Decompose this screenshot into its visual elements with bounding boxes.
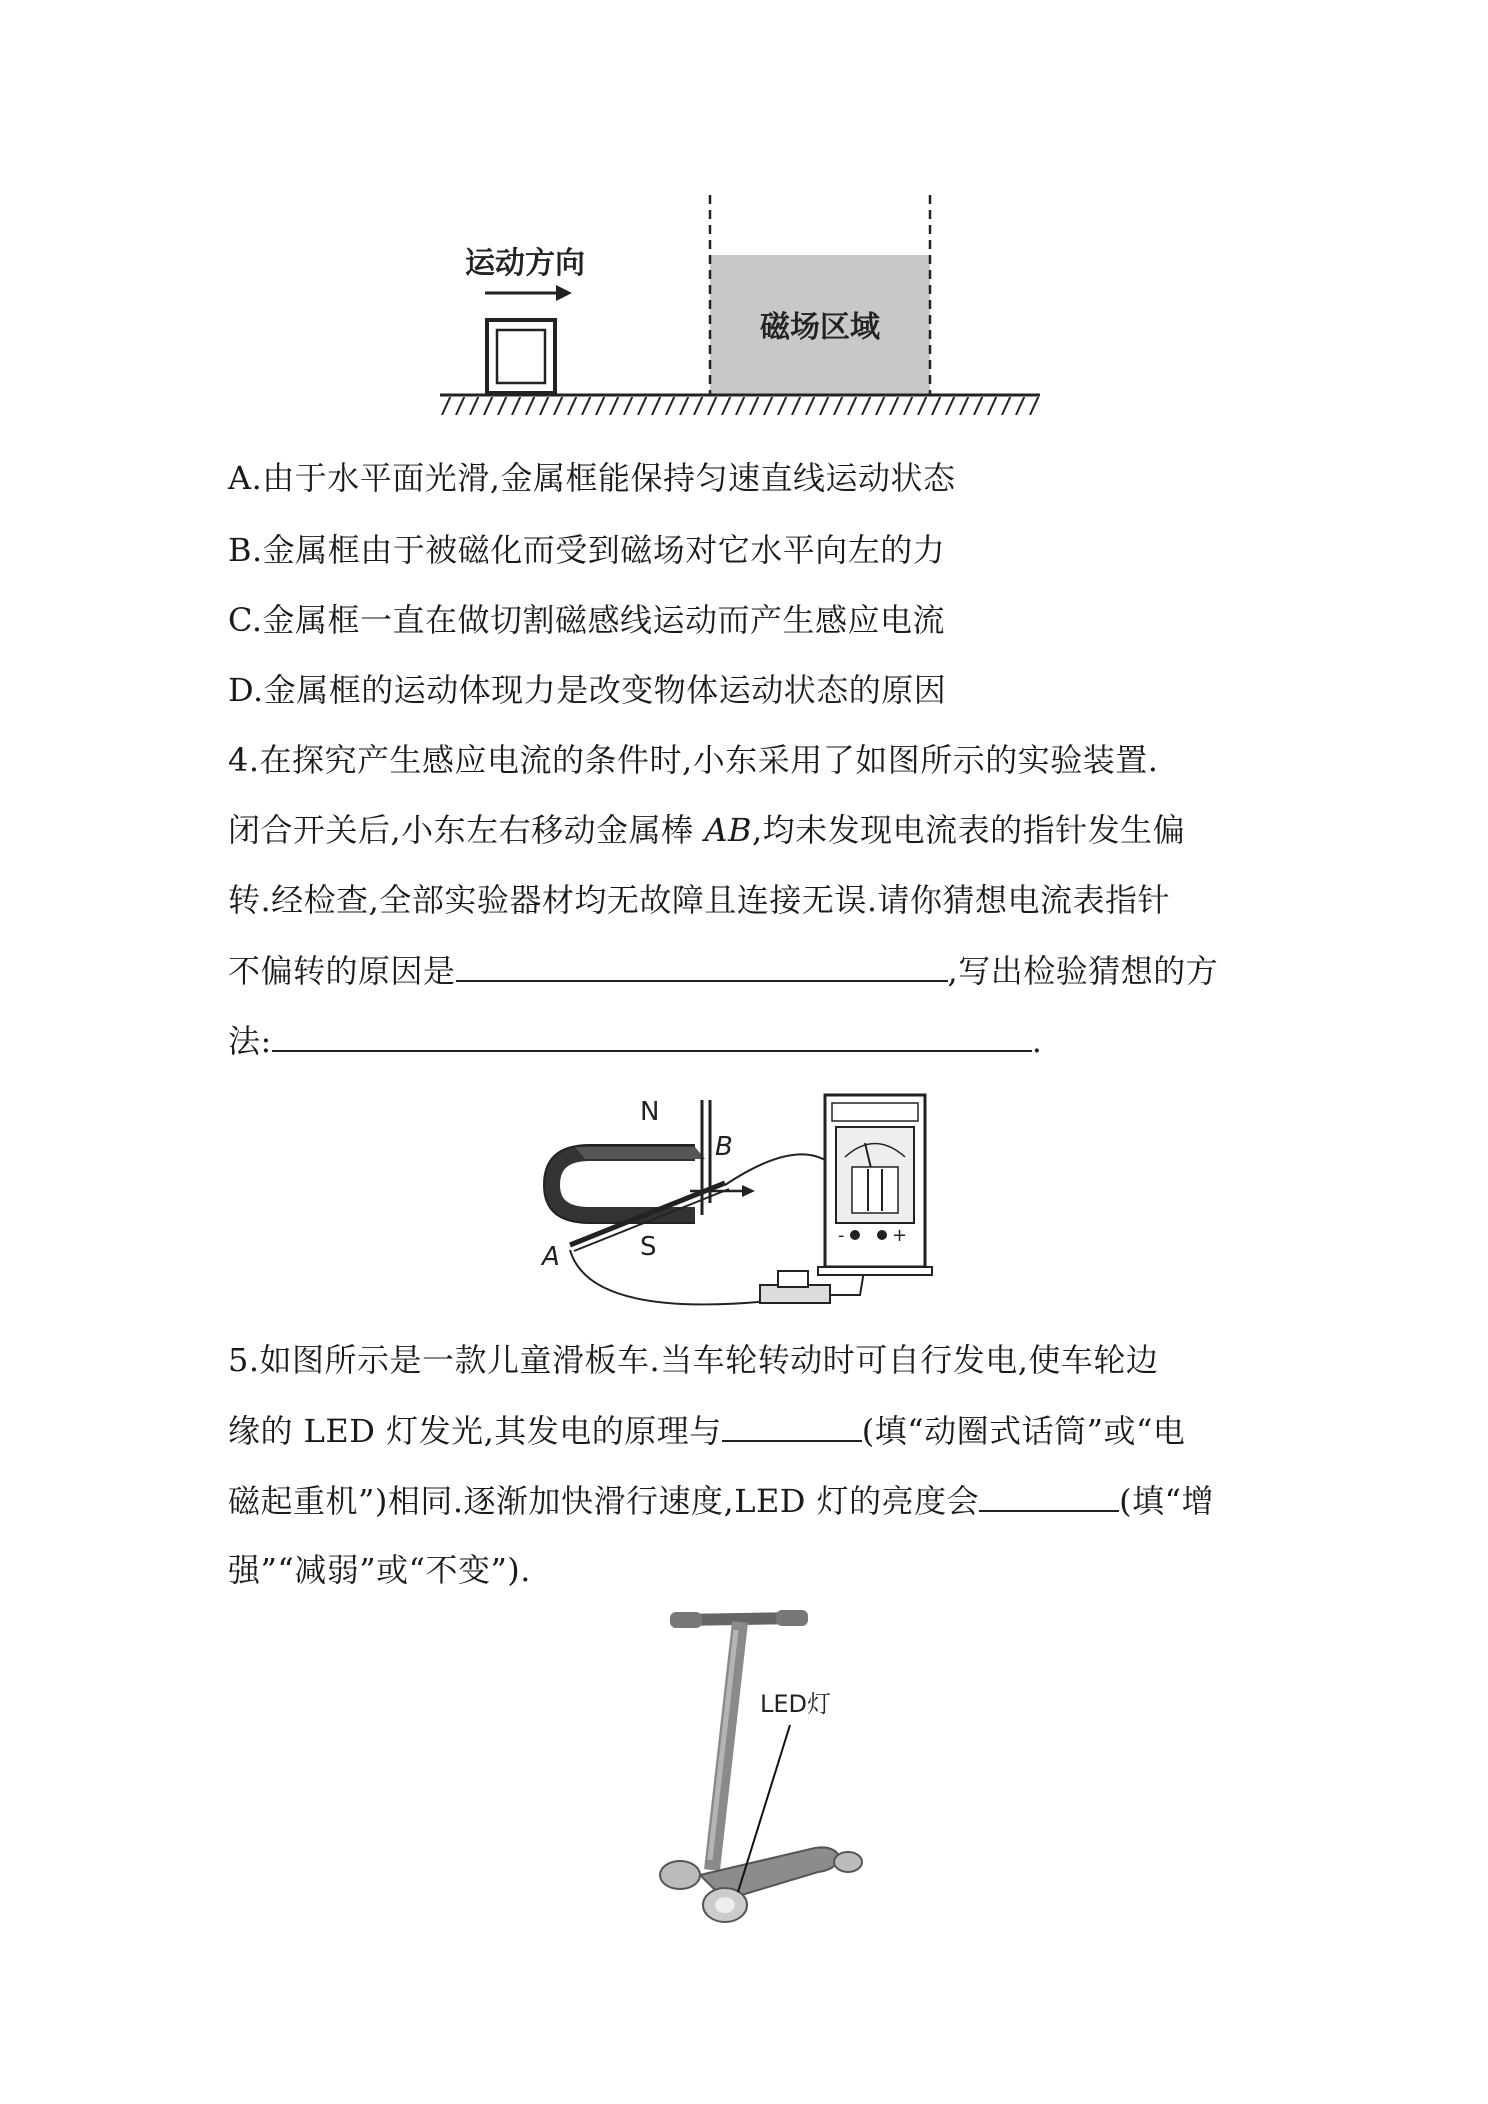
ammeter-icon <box>818 1095 932 1275</box>
label-b: B <box>715 1132 733 1162</box>
led-label: LED灯 <box>760 1690 832 1718</box>
q5-line-2: 缘的 LED 灯发光,其发电的原理与 (填“动圈式话筒”或“电 <box>228 1412 1186 1450</box>
q3-option-d: D.金属框的运动体现力是改变物体运动状态的原因 <box>228 671 947 709</box>
q4-answer-blank-method[interactable] <box>272 1020 1032 1052</box>
q5-line-1: 5.如图所示是一款儿童滑板车.当车轮转动时可自行发电,使车轮边 <box>228 1341 1159 1379</box>
q3-option-a: A.由于水平面光滑,金属框能保持匀速直线运动状态 <box>228 459 956 497</box>
label-s: S <box>640 1232 657 1262</box>
q4-line-2: 闭合开关后,小东左右移动金属棒 AB,均未发现电流表的指针发生偏 <box>228 811 1186 849</box>
label-minus: - <box>838 1225 845 1246</box>
q5-line-4: 强”“减弱”或“不变”). <box>228 1551 531 1589</box>
figure-frame-magnetic-field <box>440 195 1060 435</box>
q5-line-3: 磁起重机”)相同.逐渐加快滑行速度,LED 灯的亮度会 (填“增 <box>228 1482 1214 1520</box>
q5-answer-blank-brightness[interactable] <box>979 1480 1119 1512</box>
q3-option-b: B.金属框由于被磁化而受到磁场对它水平向左的力 <box>228 531 946 569</box>
figure-induction-apparatus <box>530 1085 1210 1325</box>
direction-label: 运动方向 <box>465 246 585 281</box>
q4-line-1: 4.在探究产生感应电流的条件时,小东采用了如图所示的实验装置. <box>228 741 1159 779</box>
rod-ab-label: AB <box>704 811 752 849</box>
q4-line-4: 不偏转的原因是 ,写出检验猜想的方 <box>228 952 1219 990</box>
label-plus: + <box>892 1225 908 1246</box>
q3-option-c: C.金属框一直在做切割磁感线运动而产生感应电流 <box>228 601 946 639</box>
q4-line-3: 转.经检查,全部实验器材均无故障且连接无误.请你猜想电流表指针 <box>228 881 1171 919</box>
q5-answer-blank-principle[interactable] <box>722 1410 862 1442</box>
figure-scooter-photo <box>640 1600 900 1930</box>
q4-answer-blank-reason[interactable] <box>456 950 948 982</box>
label-n: N <box>640 1097 660 1127</box>
field-region-label: 磁场区域 <box>760 310 880 345</box>
label-a: A <box>542 1242 560 1272</box>
q4-line-5: 法: . <box>228 1022 1043 1060</box>
